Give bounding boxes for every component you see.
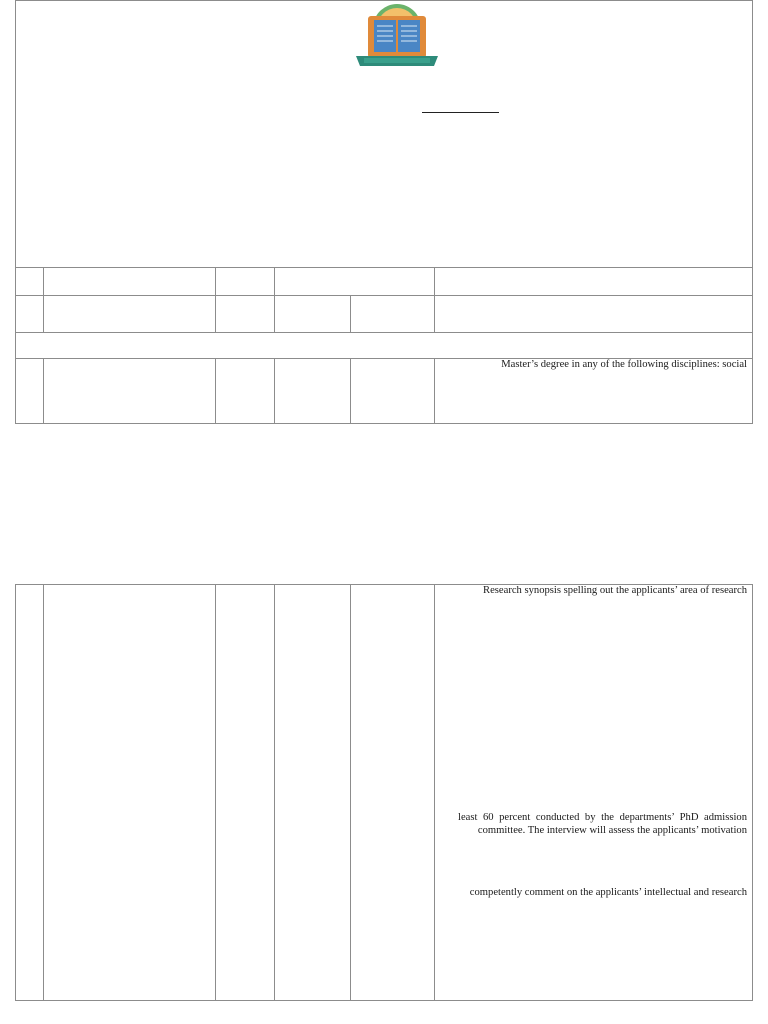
table-column-divider: [350, 358, 351, 424]
table-column-divider: [43, 267, 44, 333]
title-underline: [422, 112, 499, 113]
table-column-divider: [434, 267, 435, 333]
table-column-divider: [274, 267, 275, 333]
table-column-divider: [350, 584, 351, 1001]
table-column-divider: [43, 584, 44, 1001]
requirements-cell-line: least 60 percent conducted by the departments’ PhD admission committee. The interview will assess the applicants’ motivation: [458, 812, 747, 836]
requirements-cell-line: Research synopsis spelling out the applicants’ area of research: [483, 585, 747, 596]
table-column-divider: [274, 584, 275, 1001]
open-book-crest-icon: [354, 2, 440, 68]
table-top-border: [15, 267, 753, 268]
table-column-divider: [215, 584, 216, 1001]
table-column-divider: [350, 295, 351, 333]
page-frame-bottom: [15, 584, 753, 1001]
table-column-divider: [434, 584, 435, 1001]
table-row-divider: [15, 332, 753, 333]
table-column-divider: [434, 358, 435, 424]
table-column-divider: [215, 358, 216, 424]
requirements-cell-line: competently comment on the applicants’ intellectual and research: [469, 887, 747, 898]
table-column-divider: [215, 267, 216, 333]
table-row-divider: [15, 295, 753, 296]
table-column-divider: [43, 358, 44, 424]
requirements-cell-text: Master’s degree in any of the following disciplines: social: [501, 359, 747, 370]
table-column-divider: [274, 358, 275, 424]
